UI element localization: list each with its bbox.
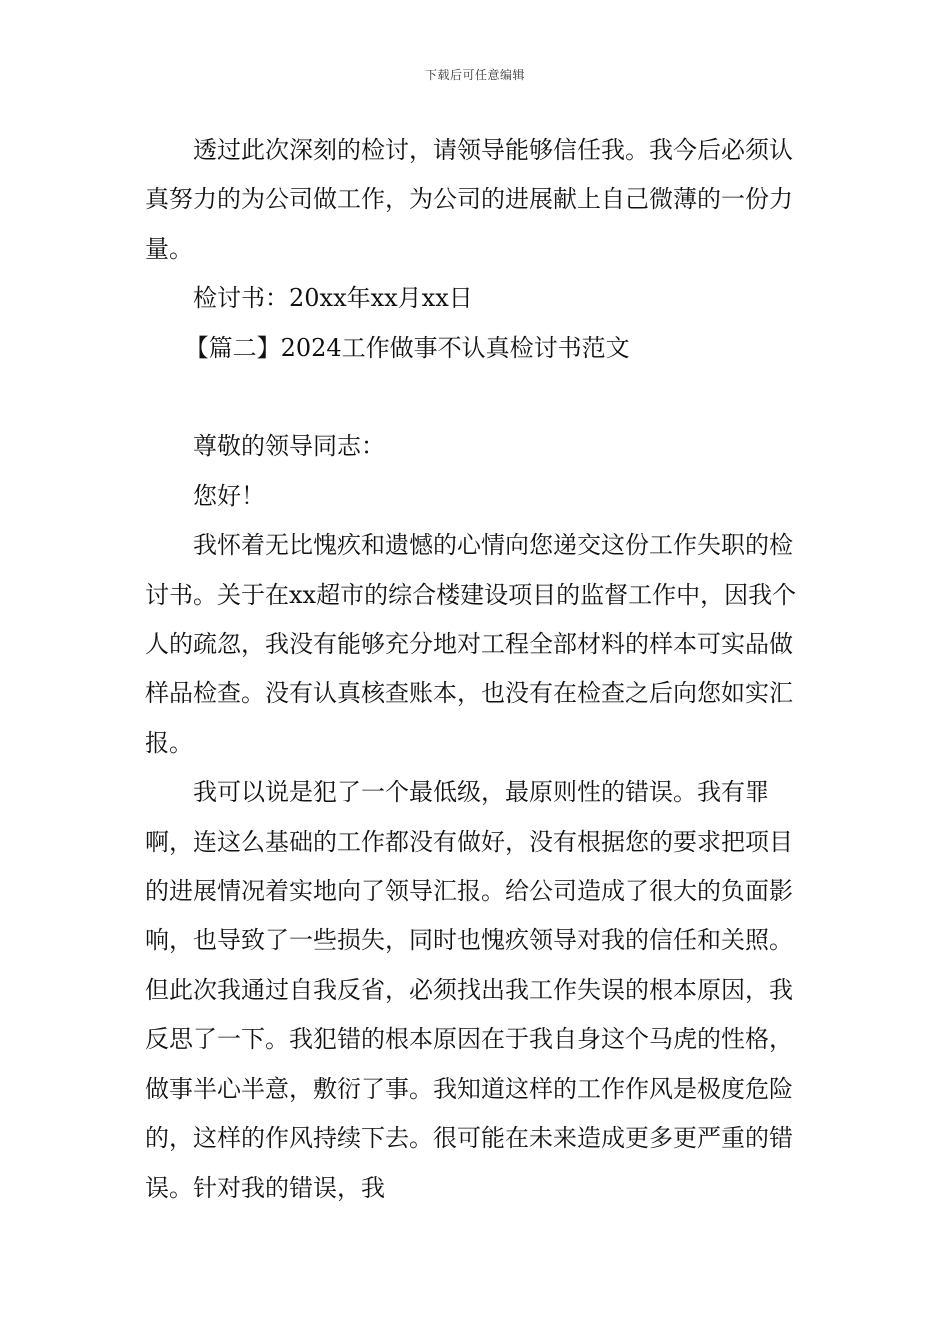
section-title: 【篇二】2024工作做事不认真检讨书范文 bbox=[184, 333, 630, 362]
salutation: 尊敬的领导同志： bbox=[193, 432, 385, 461]
greeting: 您好！ bbox=[193, 481, 265, 510]
paragraph-closing: 透过此次深刻的检讨，请领导能够信任我。我今后必须认真努力的为公司做工作，为公司的进展献上自己微薄的一份力量。 bbox=[145, 136, 793, 263]
signature-date-line: 检讨书：20xx年xx月xx日 bbox=[193, 284, 473, 313]
page-header: 下载后可任意编辑 bbox=[424, 68, 525, 82]
blank-line bbox=[145, 373, 810, 422]
paragraph-body-2: 我可以说是犯了一个最低级，最原则性的错误。我有罪啊，连这么基础的工作都没有做好，没有根据您的要求把项目的进展情况着实地向了领导汇报。给公司造成了很大的负面影响，也导致了一些损失，同时也愧疚领导对我的信任和关照。但此次我通过自我反省，必须找出我工作失误的根本原因，我反思了一下。我犯错的根本原因在于我自身这个马虎的性格，做事半心半意，敷衍了事。我知道这样的工作作风是极度危险的，这样的作风持续下去。很可能在未来造成更多更严重的错误。针对我的错误，我 bbox=[145, 778, 793, 1202]
paragraph-body-1: 我怀着无比愧疚和遗憾的心情向您递交这份工作失职的检讨书。关于在xx超市的综合楼建设项目的监督工作中，因我个人的疏忽，我没有能够充分地对工程全部材料的样本可实品做样品检查。没有认真核查账本，也没有在检查之后向您如实汇报。 bbox=[145, 531, 797, 757]
document-body bbox=[145, 126, 810, 1213]
